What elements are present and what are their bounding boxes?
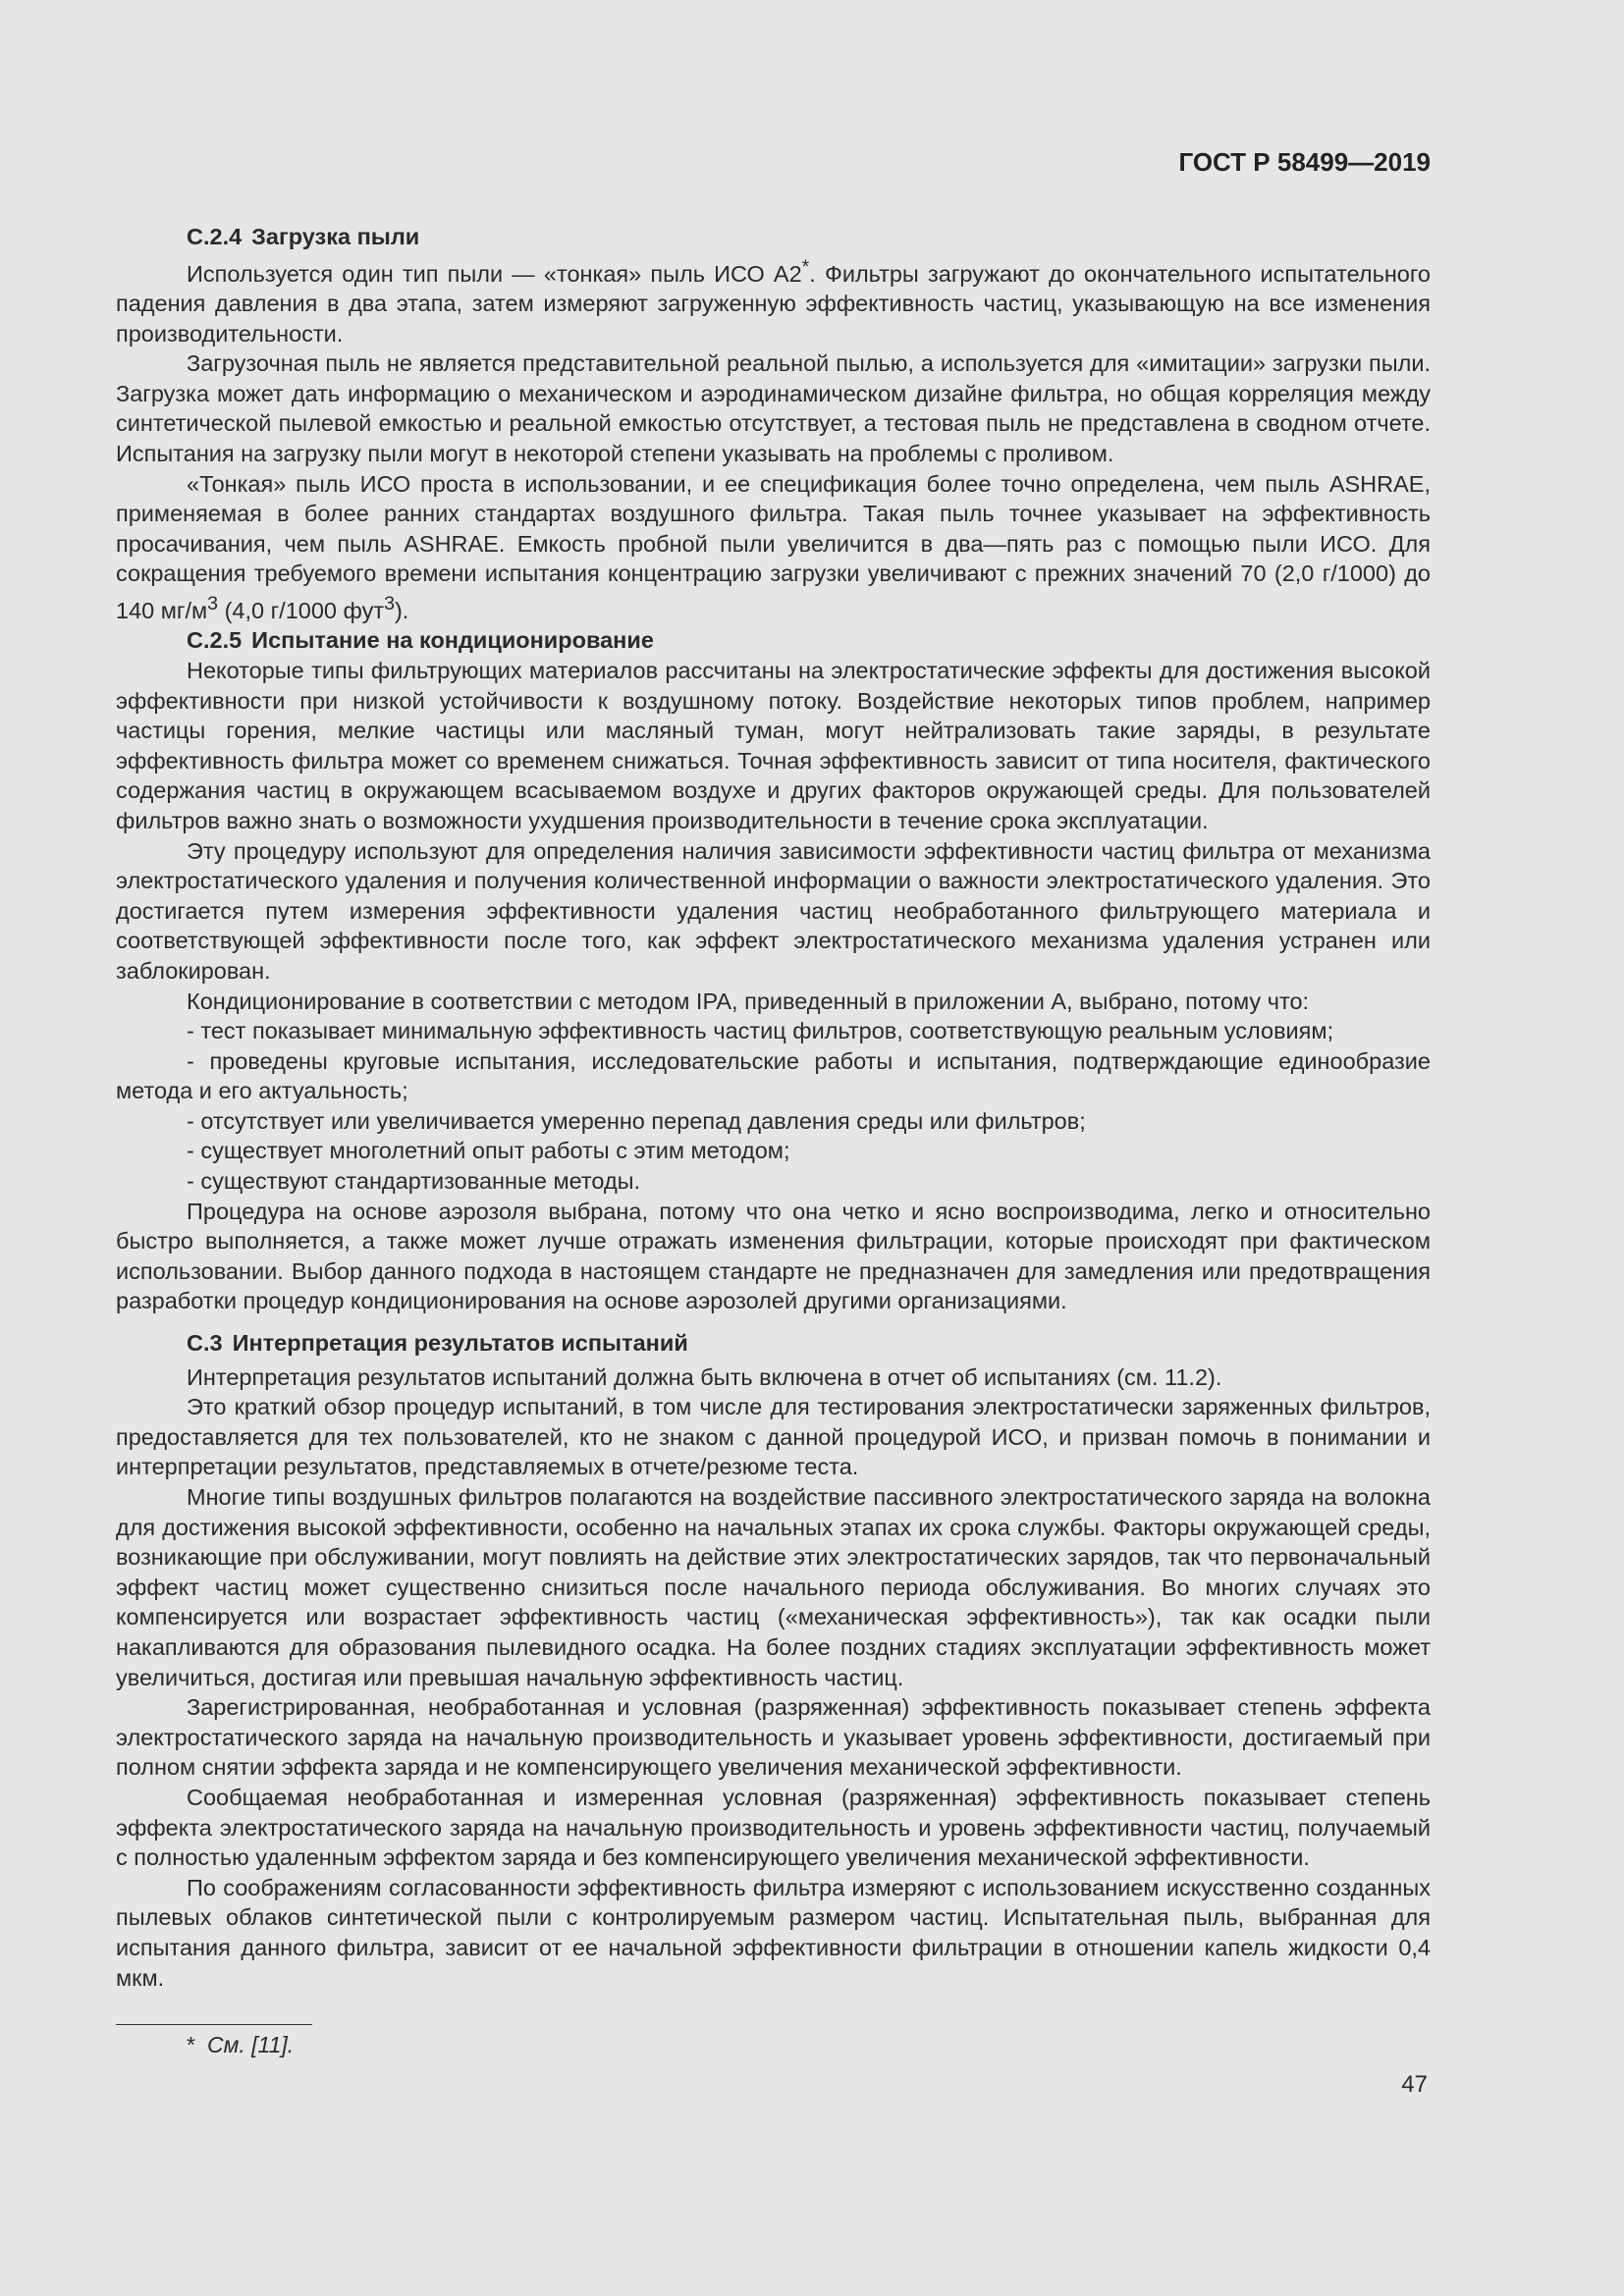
text-run: «Тонкая» пыль ИСО проста в использовании, и ее спецификация более точно определена, чем пыль ASHRAE, применяемая в более ранних стандартах воздушного фильтра. Такая пыль точнее указывает на эффективность просачивания, чем пыль ASHRAE. Емкость пробной пыли увеличится в два—пять раз с помощью пыли ИСО. Для сокращения требуемого времени испытания концентрацию загрузки увеличивают с прежних значений 70 (2,0 г/1000) до 140 мг/м (116, 470, 1431, 623)
paragraph: Эту процедуру используют для определения наличия зависимости эффективности частиц фильтра от механизма электростатического удаления и получения количественной информации о важности электростатического удаления. Это достигается путем измерения эффективности удаления частиц необработанного фильтрующего материала и соответствующей эффективности после того, как эффект электростатического механизма удаления устранен или заблокирован. (116, 837, 1431, 984)
paragraph: По соображениям согласованности эффективность фильтра измеряют с использованием искусственно созданных пылевых облаков синтетической пыли с контролируемым размером частиц. Испытательная пыль, выбранная для испытания данного фильтра, зависит от ее начальной эффективности фильтрации в отношении капель жидкости 0,4 мкм. (116, 1874, 1431, 1991)
section-heading-c3 (116, 1328, 1431, 1359)
paragraph: Интерпретация результатов испытаний должна быть включена в отчет об испытаниях (см. 11.2). (187, 1363, 1222, 1390)
section-heading-c25 (116, 625, 1431, 656)
page-number: 47 (1401, 2071, 1428, 2098)
list-item: - тест показывает минимальную эффективность частиц фильтров, соответствующую реальным условиям; (187, 1018, 1334, 1044)
paragraph: Это краткий обзор процедур испытаний, в том числе для тестирования электростатически заряженных фильтров, предоставляется для тех пользователей, кто не знаком с данной процедурой ИСО, и призван помочь в понимании и интерпретации результатов, представляемых в отчете/резюме теста. (116, 1394, 1431, 1480)
superscript: 3 (207, 592, 219, 614)
document-id-header: ГОСТ Р 58499—2019 (1178, 147, 1431, 177)
superscript: 3 (384, 592, 395, 614)
text-run: ). (394, 597, 409, 623)
footnote-ref: * (801, 255, 810, 278)
section-number: С.2.4 (187, 224, 243, 249)
section-number: С.3 (187, 1330, 223, 1357)
list-item: - отсутствует или увеличивается умеренно перепад давления среды или фильтров; (187, 1107, 1086, 1134)
section-title: Испытание на кондиционирование (251, 627, 654, 654)
section-title: Интерпретация результатов испытаний (232, 1330, 688, 1357)
paragraph: Некоторые типы фильтрующих материалов рассчитаны на электростатические эффекты для достижения высокой эффективности при низкой устойчивости к воздушному потоку. Воздействие некоторых типов проблем, например частицы горения, мелкие частицы или масляный туман, могут нейтрализовать такие заряды, в результате эффективность фильтра может со временем снижаться. Точная эффективность зависит от типа носителя, фактического содержания частиц в окружающем всасываемом воздухе и других факторов окружающей среды. Для пользователей фильтров важно знать о возможности ухудшения производительности в течение срока эксплуатации. (116, 657, 1431, 833)
list-item: - существует многолетний опыт работы с этим методом; (187, 1138, 790, 1164)
paragraph: Процедура на основе аэрозоля выбрана, потому что она четко и ясно воспроизводима, легко и относительно быстро выполняется, а также может лучше отражать изменения фильтрации, которые происходят при фактическом использовании. Выбор данного подхода в настоящем стандарте не предназначен для замедления или предотвращения разработки процедур кондиционирования на основе аэрозолей другими организациями. (116, 1198, 1431, 1314)
paragraph (116, 252, 1431, 349)
paragraph: Загрузочная пыль не является представительной реальной пылью, а используется для «имитации» загрузки пыли. Загрузка может дать информацию о механическом и аэродинамическом дизайне фильтра, но общая корреляция между синтетической пылевой емкостью и реальной емкостью отсутствует, а тестовая пыль не представлена в сводном отчете. Испытания на загрузку пыли могут в некоторой степени указывать на проблемы с проливом. (116, 350, 1431, 466)
footnote-mark: * (187, 2032, 195, 2057)
footnote-text: См. [11]. (206, 2032, 295, 2057)
footnote-divider (116, 2024, 312, 2025)
page-body (116, 222, 1431, 1993)
list-item: - проведены круговые испытания, исследовательские работы и испытания, подтверждающие единообразие метода и его актуальность; (116, 1047, 1431, 1104)
section-number: С.2.5 (187, 627, 243, 654)
section-heading-c24 (116, 222, 1431, 252)
footnote (187, 2032, 294, 2058)
section-title: Загрузка пыли (251, 224, 420, 249)
paragraph: Многие типы воздушных фильтров полагаются на воздействие пассивного электростатического заряда на волокна для достижения высокой эффективности, особенно на начальных этапах их срока службы. Факторы окружающей среды, возникающие при обслуживании, могут повлиять на действие этих электростатических зарядов, так что первоначальный эффект частиц может существенно снизиться после начального периода обслуживания. Во многих случаях это компенсируется или возрастает эффективность частиц («механическая эффективность»), так как осадки пыли накапливаются для образования пылевидного осадка. На более поздних стадиях эксплуатации эффективность может увеличиться, достигая или превышая начальную эффективность частиц. (116, 1484, 1431, 1690)
paragraph (116, 469, 1431, 626)
list-item: - существуют стандартизованные методы. (187, 1168, 641, 1195)
paragraph: Кондиционирование в соответствии с методом IPA, приведенный в приложении А, выбрано, потому что: (187, 988, 1310, 1014)
paragraph: Зарегистрированная, необработанная и условная (разряженная) эффективность показывает степень эффекта электростатического заряда на начальную производительность и указывает уровень эффективности, достигаемый при полном снятии эффекта заряда и не компенсирующего увеличения механической эффективности. (116, 1694, 1431, 1781)
text-run: Используется один тип пыли — «тонкая» пыль ИСО А2 (187, 260, 802, 287)
text-run: (4,0 г/1000 фут (218, 597, 385, 623)
paragraph: Сообщаемая необработанная и измеренная условная (разряженная) эффективность показывает степень эффекта электростатического заряда на начальную производительность и уровень эффективности частиц, получаемый с полностью удаленным эффектом заряда и без компенсирующего увеличения механической эффективности. (116, 1784, 1431, 1871)
text-run: . Фильтры загружают до окончательного испытательного падения давления в два этапа, затем измеряют загруженную эффективность частиц, указывающую на все изменения производительности. (116, 260, 1432, 347)
